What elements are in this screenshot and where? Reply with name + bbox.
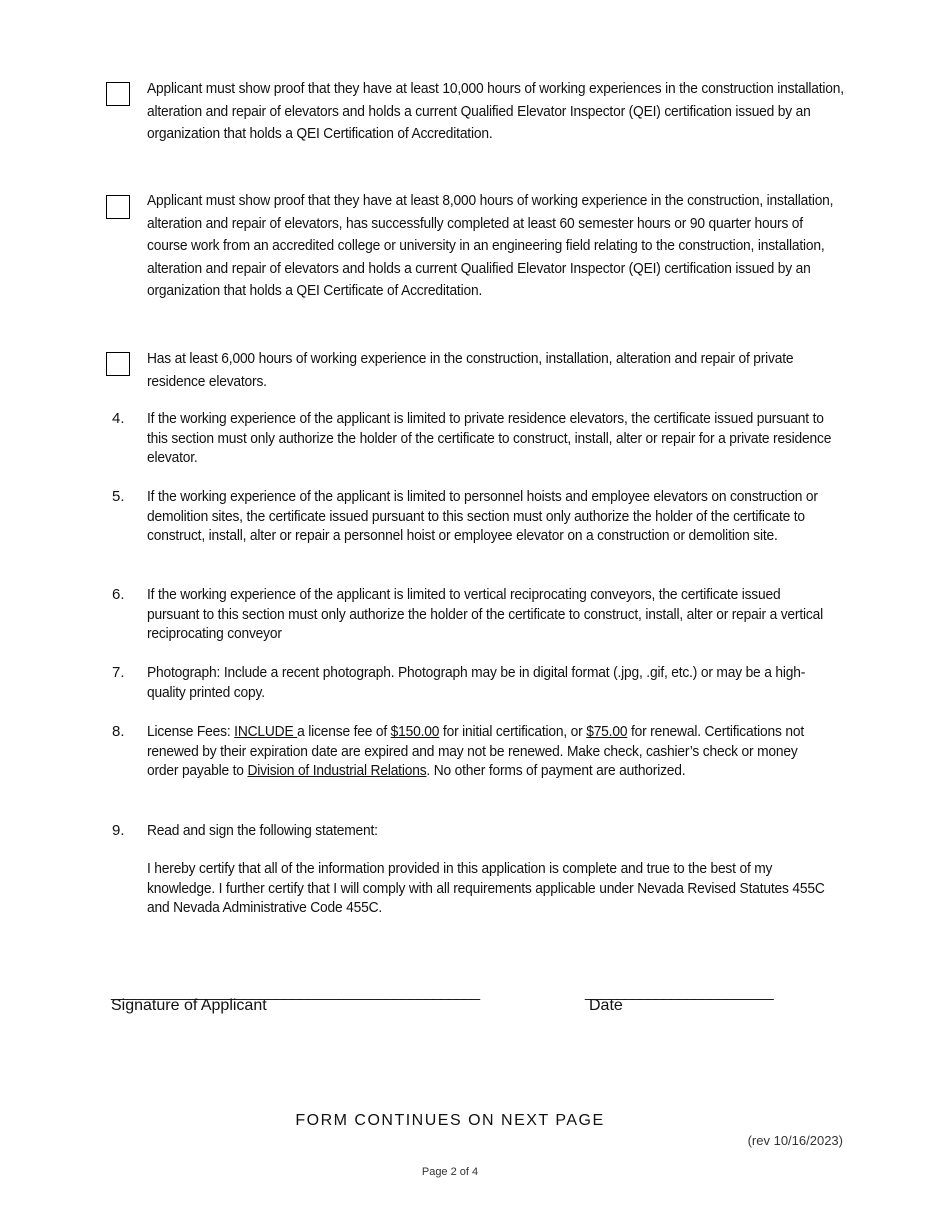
fees-text: . No other forms of payment are authorized. — [426, 762, 686, 780]
renewal-fee: $75.00 — [586, 723, 628, 740]
statement-text: I hereby certify that all of the information provided in this application is complete and true to the best of my knowledge. I further certify that I will comply with all requirements applicable under Nevada Revised Statutes 455C and Nevada Administrative Code 455C. — [147, 860, 825, 917]
item-number: 7. — [112, 664, 125, 681]
item-text — [147, 722, 832, 781]
fees-label: License Fees: — [147, 723, 235, 740]
include-emphasis: INCLUDE — [234, 723, 298, 740]
item-text: Photograph: Include a recent photograph. Photograph may be in digital format (.jpg, .gif, etc.) or may be a high-quality printed copy. — [147, 664, 806, 701]
item-number: 6. — [112, 586, 125, 603]
checkbox-option-text: Has at least 6,000 hours of working experience in the construction, installation, alteration and repair of private residence elevators. — [147, 350, 794, 390]
date-line[interactable]: ________________________ — [585, 984, 774, 1001]
payee-name: Division of Industrial Relations — [247, 762, 427, 780]
item-text: If the working experience of the applicant is limited to private residence elevators, the certificate issued pursuant to this section must only authorize the holder of the certificate to construct, install, alter or repair for a private residence elevator. — [147, 410, 832, 467]
fees-text: for renewal. Certifications not renewed by their expiration date are expired and may not be renewed. Make check, cashier’s check or money order payable to — [147, 723, 804, 780]
initial-fee: $150.00 — [390, 723, 440, 740]
checkbox-option-text: Applicant must show proof that they have at least 10,000 hours of working experiences in the construction installation, alteration and repair of elevators and holds a current Qualified Elevator Inspector (QEI) certification issued by an organization that holds a QEI Certification of Accreditation. — [147, 80, 844, 143]
revision-date: (rev 10/16/2023) — [747, 1133, 843, 1148]
checkbox-option-text: Applicant must show proof that they have at least 8,000 hours of working experience in the construction, installation, alteration and repair of elevators, has successfully completed at least 60 semester hours or 90 quarter hours of course work from an accredited college or university in an engineering field relating to the construction, installation, alteration and repair of elevators and holds a current Qualified Elevator Inspector (QEI) certification issued by an organization that holds a QEI Certificate of Accreditation. — [147, 192, 834, 300]
fees-text: a license fee of — [297, 723, 391, 740]
item-text: Read and sign the following statement: — [147, 822, 378, 839]
signature-label: Signature of Applicant — [111, 997, 267, 1014]
checkbox-8000-hours[interactable] — [106, 195, 130, 219]
page-number: Page 2 of 4 — [421, 1166, 479, 1178]
item-text: If the working experience of the applicant is limited to personnel hoists and employee elevators on construction or demolition sites, the certificate issued pursuant to this section must only authorize the holder of the certificate to construct, install, alter or repair a personnel hoist or employee elevator on a construction or demolition site. — [147, 488, 818, 545]
item-number: 9. — [112, 822, 125, 839]
item-number: 8. — [112, 723, 125, 740]
form-continues-notice: FORM CONTINUES ON NEXT PAGE — [295, 1112, 605, 1129]
fees-text: for initial certification, or — [439, 723, 587, 740]
date-label: Date — [589, 997, 623, 1014]
item-number: 4. — [112, 410, 125, 427]
checkbox-10000-hours[interactable] — [106, 82, 130, 106]
signature-line[interactable]: _______________________________________________ — [111, 984, 480, 1001]
checkbox-6000-hours[interactable] — [106, 352, 130, 376]
item-text: If the working experience of the applicant is limited to vertical reciprocating conveyors, the certificate issued pursuant to this section must only authorize the holder of the certificate to construct, install, alter or repair a vertical reciprocating conveyor — [147, 586, 823, 643]
item-number: 5. — [112, 488, 125, 505]
